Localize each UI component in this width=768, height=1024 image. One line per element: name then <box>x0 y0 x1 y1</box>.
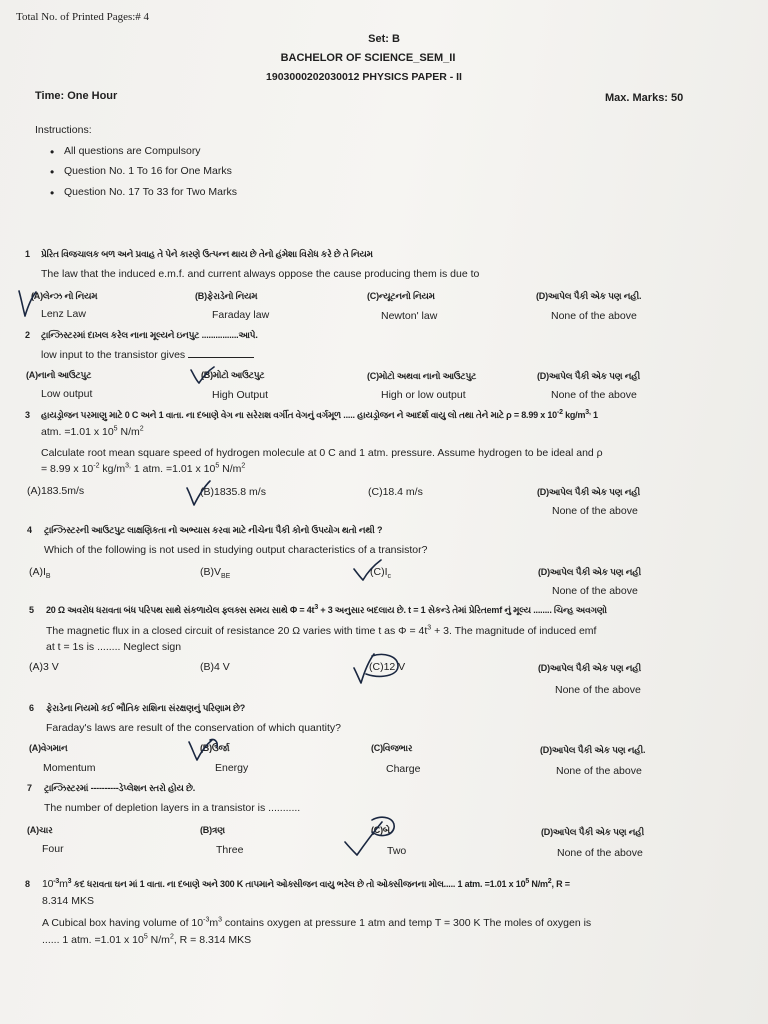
option-b-english: Faraday law <box>212 309 270 321</box>
pen-tick-mark <box>188 364 216 386</box>
option-a-gujarati: (A)ચાર <box>27 825 53 835</box>
option-a-gujarati: (A)વેગમાન <box>29 743 68 753</box>
answer-blank <box>188 348 254 358</box>
option-d-english: None of the above <box>552 585 638 597</box>
question-english-line2: ...... 1 atm. =1.01 x $10^5$ $N/m^2$, R = 8.314 MKS <box>42 933 252 946</box>
option-c-english: Two <box>387 845 407 857</box>
option-d-gujarati: (D)આપેલ પૈકી એક પણ નહી. <box>536 291 642 301</box>
pen-tick-mark <box>186 734 220 764</box>
option-a: $(A)I_B$ <box>29 566 51 581</box>
instructions-title: Instructions: <box>35 124 92 136</box>
option-b-english: Energy <box>215 762 249 774</box>
time-label: Time: One Hour <box>35 90 118 102</box>
pen-tick-circle <box>342 810 402 860</box>
option-a-gujarati: (A)નાનો આઉટપુટ <box>26 370 92 380</box>
question-english: Calculate root mean square speed of hydrogen molecule at 0 C and 1 atm. pressure. Assume hydrogen to be ideal and ρ <box>41 447 603 459</box>
option-b-gujarati: (B)મોટો આઉટપુટ <box>201 370 265 380</box>
option-b: (B)1835.8 m/s <box>200 486 266 498</box>
question-gujarati-line2: 8.314 MKS <box>42 895 94 907</box>
paper-title: 1903000202030012 PHYSICS PAPER - II <box>266 71 462 83</box>
question-english-line2: at t = 1s is ........ Neglect sign <box>46 641 182 653</box>
question-english: The number of depletion layers in a transistor is ........... <box>44 802 301 814</box>
option-c-gujarati: (C)ન્યૂટનનો નિયમ <box>367 291 435 301</box>
question-number: 3 <box>25 410 30 420</box>
pen-tick-mark <box>184 478 212 508</box>
question-english: The magnetic flux in a closed circuit of resistance 20 Ω varies with time t as $\Phi = 4t^3 + 3$. The magnitude of induced emf <box>46 624 597 637</box>
option-a: (A)3 V <box>29 661 59 673</box>
option-c: $(C)I_c$ <box>370 566 391 581</box>
question-gujarati-line2: atm. =1.01 x $10^5$ $N/m^2$ <box>41 425 144 438</box>
question-gujarati: ફેરાડેના નિયમો કઈ ભૌતિક રાશિના સંરક્ષણનું પરિણામ છે? <box>46 703 246 713</box>
option-c-english: Charge <box>386 763 421 775</box>
question-number: 7 <box>27 783 32 793</box>
question-number: 1 <box>25 249 30 259</box>
option-b-english: Three <box>216 844 244 856</box>
pen-tick-circle <box>350 648 402 686</box>
set-label: Set: B <box>368 33 400 45</box>
question-number: 4 <box>27 525 32 535</box>
option-d-english: None of the above <box>551 389 637 401</box>
option-d-english: None of the above <box>552 505 638 517</box>
option-d-gujarati: (D)આપેલ પૈકી એક પણ નહી <box>538 663 641 673</box>
question-number: 5 <box>29 605 34 615</box>
option-d-gujarati: (D)આપેલ પૈકી એક પણ નહી <box>537 371 640 381</box>
question-number: 8 <box>25 879 30 889</box>
option-b: $(B)V_{BE}$ <box>200 566 231 581</box>
option-b: (B)4 V <box>200 661 230 673</box>
option-d-gujarati: (D)આપેલ પૈકી એક પણ નહી <box>538 567 641 577</box>
printed-pages: Total No. of Printed Pages:# 4 <box>16 11 150 23</box>
option-b-english: High Output <box>212 389 269 401</box>
question-english: low input to the transistor gives <box>41 348 254 361</box>
option-a-english: Low output <box>41 388 93 400</box>
option-d-english: None of the above <box>555 684 641 696</box>
instruction-item: • All questions are Compulsory <box>64 145 201 157</box>
option-d-english: None of the above <box>557 847 643 859</box>
pen-tick-mark <box>351 557 383 583</box>
question-number: 6 <box>29 703 34 713</box>
max-marks: Max. Marks: 50 <box>605 92 684 104</box>
option-a-english: Momentum <box>43 762 96 774</box>
question-gujarati: ટ્રાન્ઝિસ્ટરની આઉટપુટ લાક્ષણિકતા નો અભ્યાસ કરવા માટે નીચેના પૈકી કોનો ઉપયોગ થતો નથી ? <box>44 525 383 535</box>
question-english: Faraday's laws are result of the conservation of which quantity? <box>46 722 341 734</box>
question-english: A Cubical box having volume of $10^{-3}m^3$ contains oxygen at pressure 1 atm and temp T = 300 K The moles of oxygen is <box>42 916 592 929</box>
option-a: (A)183.5m/s <box>27 485 85 497</box>
question-number: 2 <box>25 330 30 340</box>
option-d-gujarati: (D)આપેલ પૈકી એક પણ નહી. <box>540 745 646 755</box>
option-c-gujarati: (C)મોટો અથવા નાનો આઉટપુટ <box>367 371 477 381</box>
question-gujarati: હાયડ્રોજન પરમાણુ માટે 0 C અને 1 વાતા. ના દબાણે વેગ ના સરેરાશ વર્ગીત વેગનું વર્ગમૂળ ..... હાયડ્રોજન ને આદર્શ વાયુ લો તથા તેને માટે ρ = 8.99 x $10^{-2}$ $kg/m^{3,}$ 1 <box>41 409 598 420</box>
option-a-english: Four <box>42 843 64 855</box>
question-gujarati: $10^{-3}m^3$ કદ ધરાવતા ઘન માં 1 વાતા. ના દબાણે અને 300 K તાપમાને ઓક્સીજન વાયુ ભરેલ છે તો ઓક્સીજનના મોલ..... 1 atm. =1.01 x $10^5$ $N/m^2$, R = <box>42 878 570 890</box>
question-gujarati: પ્રેરિત વિજચાલક બળ અને પ્રવાહ તે પેને કારણે ઉત્પન્ન થાય છે તેનો હંમેશા વિરોધ કરે છે તે નિયમ <box>41 249 373 259</box>
option-c-english: Newton' law <box>381 310 438 322</box>
option-d-gujarati: (D)આપેલ પૈકી એક પણ નહી <box>537 487 640 497</box>
question-english: The law that the induced e.m.f. and current always oppose the cause producing them is due to <box>41 268 480 280</box>
question-gujarati: 20 Ω અવરોધ ધરાવતા બંધ પરિપથ સાથે સંકળાયેલ ફ્લક્સ સમય સાથે $\Phi = 4t^3 + 3$ અનુસાર બદલાય છે. t = 1 સેકન્ડે તેમાં પ્રેરિતemf નું મૂલ્ય ........ ચિન્હ અવગણો <box>46 604 607 615</box>
option-d-gujarati: (D)આપેલ પૈકી એક પણ નહી <box>541 827 644 837</box>
question-english-line2: = 8.99 x $10^{-2}$ $kg/m^{3,}$ 1 atm. =1.01 x $10^5$ $N/m^2$ <box>41 462 246 475</box>
option-d-english: None of the above <box>551 310 637 322</box>
question-gujarati: ટ્રાન્ઝિસ્ટરમાં ----------ડેપ્લેશન સ્તરો હોય છે. <box>44 783 195 793</box>
course-title: BACHELOR OF SCIENCE_SEM_II <box>280 52 456 64</box>
option-c: (C)12 V <box>369 661 406 673</box>
option-d-english: None of the above <box>556 765 642 777</box>
option-c-english: High or low output <box>381 389 466 401</box>
pen-tick-mark <box>16 288 38 320</box>
option-c: (C)18.4 m/s <box>368 486 423 498</box>
option-b-gujarati: (B)ફેરાડેનો નિયમ <box>195 291 258 301</box>
option-c-gujarati: (C)બે <box>371 825 390 835</box>
option-b-gujarati: (B)ત્રણ <box>200 825 225 835</box>
instruction-item: • Question No. 1 To 16 for One Marks <box>64 165 232 177</box>
option-c-gujarati: (C)વિજભાર <box>371 743 413 753</box>
instruction-item: • Question No. 17 To 33 for Two Marks <box>64 186 237 198</box>
question-gujarati: ટ્રાન્ઝિસ્ટરમાં દાખલ કરેલ નાના મૂલ્યને ઇનપુટ ................આપે. <box>41 330 258 340</box>
option-a-english: Lenz Law <box>41 308 86 320</box>
question-english: Which of the following is not used in studying output characteristics of a transistor? <box>44 544 428 556</box>
option-b-gujarati: (B)ઉર્જા <box>200 743 230 753</box>
option-a-gujarati: (A)લેન્ઝ નો નિયમ <box>31 291 98 301</box>
